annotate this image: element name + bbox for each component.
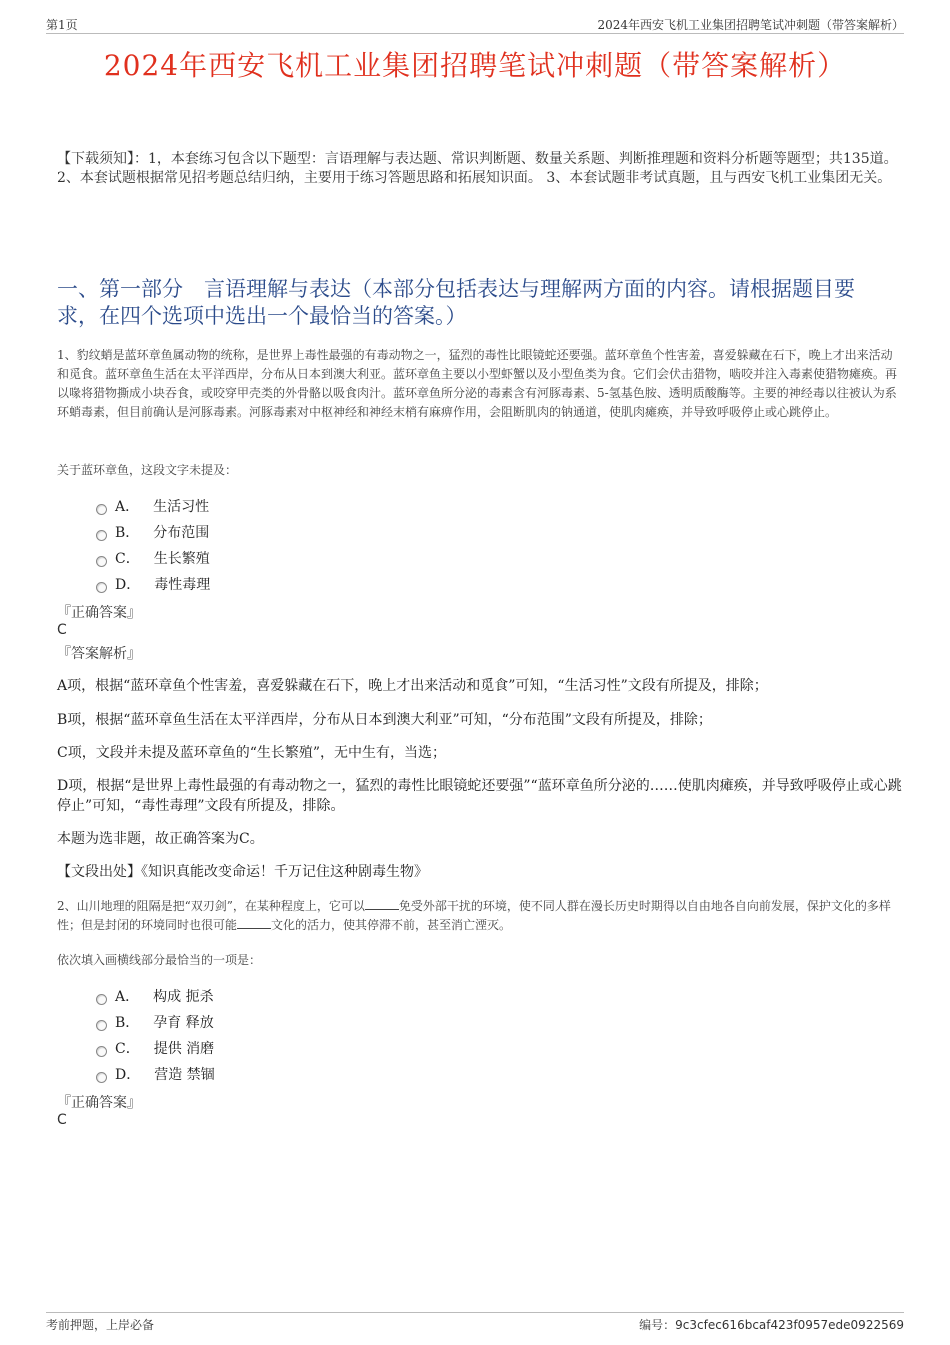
q1-answer-label: 『正确答案』 bbox=[57, 605, 141, 621]
option-letter: D． bbox=[115, 577, 141, 593]
section-title: 一、第一部分 言语理解与表达（本部分包括表达与理解两方面的内容。请根据题目要求，在四个选项中选出一个最恰当的答案。） bbox=[57, 277, 855, 328]
q2-answer-label: 『正确答案』 bbox=[57, 1095, 141, 1111]
code-value: 9c3cfec616bcaf423f0957ede0922569 bbox=[675, 1318, 904, 1332]
question-2-options bbox=[96, 983, 215, 1087]
option-letter: C． bbox=[115, 551, 140, 567]
option-letter: D． bbox=[115, 1067, 141, 1083]
download-notice: 【下载须知】：1，本套练习包含以下题型：言语理解与表达题、常识判断题、数量关系题、判断推理题和资料分析题等题型；共135道。 2、本套试题根据常见招考题总结归纳，主要用于练习答题思路和拓展知识面。 3、本套试题非考试真题，且与西安飞机工业集团无关。 bbox=[57, 151, 898, 186]
option-text: 提供 消磨 bbox=[153, 1041, 215, 1057]
q2-text-part1: 2、山川地理的阻隔是把“双刃剑”，在某种程度上，它可以 bbox=[57, 899, 365, 913]
option-letter: C． bbox=[115, 1041, 140, 1057]
q1-answer: C bbox=[57, 622, 67, 638]
option-text: 生长繁殖 bbox=[153, 551, 210, 567]
option-letter: B． bbox=[115, 1015, 140, 1031]
fill-blank-2 bbox=[237, 917, 271, 929]
footer-slogan: 考前押题，上岸必备 bbox=[46, 1318, 155, 1332]
q1-option-b[interactable] bbox=[96, 519, 210, 545]
radio-icon[interactable] bbox=[96, 504, 107, 515]
analysis-line-d: D项，根据“是世界上毒性最强的有毒动物之一，猛烈的毒性比眼镜蛇还要强”“蓝环章鱼所分泌的……使肌肉瘫痪，并导致呼吸停止或心跳停止”可知，“毒性毒理”文段有所提及，排除。 bbox=[57, 778, 902, 814]
page-header bbox=[46, 14, 904, 34]
q1-option-c[interactable] bbox=[96, 545, 210, 571]
q2-option-b[interactable] bbox=[96, 1009, 215, 1035]
question-1-passage: 1、豹纹蛸是蓝环章鱼属动物的统称，是世界上毒性最强的有毒动物之一，猛烈的毒性比眼镜蛇还要强。蓝环章鱼个性害羞，喜爱躲藏在石下，晚上才出来活动和觅食。蓝环章鱼生活在太平洋西岸，分布从日本到澳大利亚。蓝环章鱼主要以小型虾蟹以及小型鱼类为食。它们会伏击猎物，啮咬并注入毒素使猎物瘫痪。再以喙将猎物撕成小块吞食，或咬穿甲壳类的外骨骼以吸食肉汁。蓝环章鱼所分泌的毒素含有河豚毒素、5-氢基色胺、透明质酸酶等。主要的神经毒以往被认为系环蛸毒素，但目前确认是河豚毒素。河豚毒素对中枢神经和神经末梢有麻痹作用，会阻断肌肉的钠通道，使肌肉瘫痪，并导致呼吸停止或心跳停止。 bbox=[57, 348, 898, 419]
q2-option-c[interactable] bbox=[96, 1035, 215, 1061]
analysis-line-a: A项，根据“蓝环章鱼个性害羞，喜爱躲藏在石下，晚上才出来活动和觅食”可知，“生活习性”文段有所提及，排除； bbox=[57, 678, 768, 694]
question-1-options bbox=[96, 493, 210, 597]
option-text: 生活习性 bbox=[153, 499, 210, 515]
option-letter: A． bbox=[115, 499, 140, 515]
analysis-line-c: C项，文段并未提及蓝环章鱼的“生长繁殖”，无中生有，当选； bbox=[57, 745, 447, 761]
analysis-line-b: B项，根据“蓝环章鱼生活在太平洋西岸，分布从日本到澳大利亚”可知，“分布范围”文段有所提及，排除； bbox=[57, 712, 712, 728]
q2-text-part2: 免受外部干扰的环境，使不同人群在漫长历史时期得以自由地各自向前发展，保护文化的多样性；但是封闭的环境同时也很可能 bbox=[57, 899, 891, 932]
document-title: 2024年西安飞机工业集团招聘笔试冲刺题（带答案解析） bbox=[103, 49, 847, 82]
option-letter: A． bbox=[115, 989, 140, 1005]
radio-icon[interactable] bbox=[96, 1020, 107, 1031]
option-text: 孕育 释放 bbox=[153, 1015, 214, 1031]
question-1-prompt: 关于蓝环章鱼，这段文字未提及： bbox=[57, 463, 238, 477]
option-letter: B． bbox=[115, 525, 140, 541]
page-number: 第1页 bbox=[46, 18, 78, 32]
option-text: 毒性毒理 bbox=[154, 577, 211, 593]
radio-icon[interactable] bbox=[96, 994, 107, 1005]
code-label: 编号： bbox=[639, 1318, 676, 1332]
option-text: 营造 禁锢 bbox=[154, 1067, 215, 1083]
analysis-source: 【文段出处】《知识真能改变命运！千万记住这种剧毒生物》 bbox=[57, 864, 428, 880]
q1-option-a[interactable] bbox=[96, 493, 210, 519]
fill-blank-1 bbox=[365, 898, 399, 910]
q2-text-part3: 文化的活力，使其停滞不前，甚至消亡湮灭。 bbox=[271, 918, 512, 932]
radio-icon[interactable] bbox=[96, 1046, 107, 1057]
footer-code bbox=[639, 1316, 904, 1333]
q2-answer: C bbox=[57, 1112, 67, 1128]
q1-analysis-label: 『答案解析』 bbox=[57, 646, 141, 662]
header-doc-title: 2024年西安飞机工业集团招聘笔试冲刺题（带答案解析） bbox=[597, 18, 904, 32]
question-2-prompt: 依次填入画横线部分最恰当的一项是： bbox=[57, 953, 262, 967]
option-text: 构成 扼杀 bbox=[153, 989, 214, 1005]
radio-icon[interactable] bbox=[96, 1072, 107, 1083]
option-text: 分布范围 bbox=[153, 525, 210, 541]
q1-option-d[interactable] bbox=[96, 571, 210, 597]
q2-option-d[interactable] bbox=[96, 1061, 215, 1087]
analysis-conclusion: 本题为选非题，故正确答案为C。 bbox=[57, 831, 264, 847]
page-footer bbox=[46, 1312, 904, 1330]
radio-icon[interactable] bbox=[96, 530, 107, 541]
radio-icon[interactable] bbox=[96, 556, 107, 567]
question-2-passage bbox=[57, 897, 905, 935]
radio-icon[interactable] bbox=[96, 582, 107, 593]
q2-option-a[interactable] bbox=[96, 983, 215, 1009]
